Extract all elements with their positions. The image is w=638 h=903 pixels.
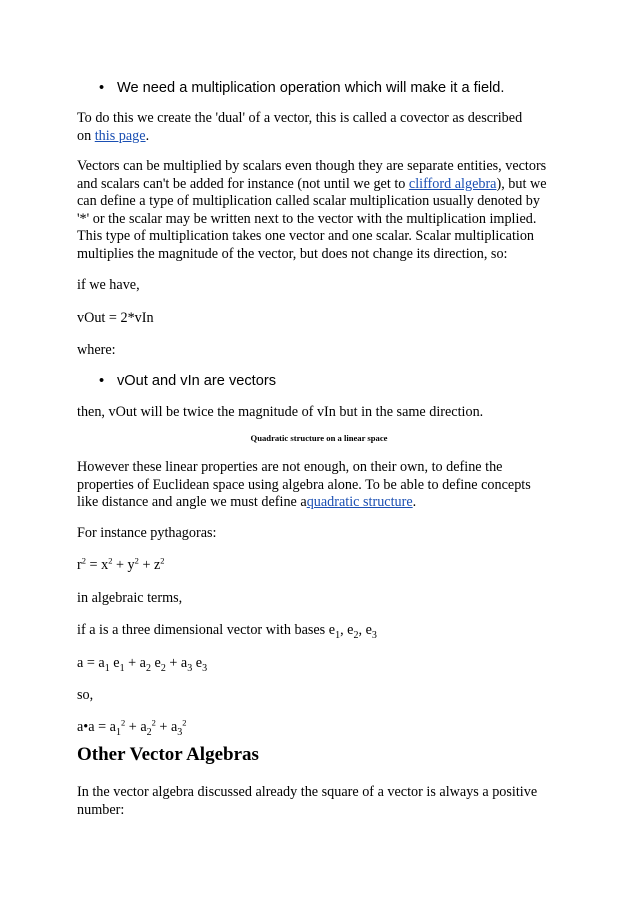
text-span: . xyxy=(145,127,150,144)
subscript: 2 xyxy=(146,726,152,738)
this-page-link[interactable]: this page xyxy=(94,127,146,144)
math-text: e xyxy=(150,655,161,671)
subscript: 2 xyxy=(353,629,359,641)
bullet-icon: • xyxy=(99,80,105,96)
text-line: Vectors can be multiplied by scalars even though they are separate entities, vectors xyxy=(77,158,547,174)
paragraph-so: so, xyxy=(77,687,94,703)
text-span: ), but we xyxy=(496,175,547,192)
quadratic-structure-link[interactable]: quadratic structure xyxy=(306,494,413,511)
section-subheading: Quadratic structure on a linear space xyxy=(250,433,388,443)
paragraph-covector xyxy=(77,110,567,145)
paragraph-pythagoras: For instance pythagoras: xyxy=(77,525,217,541)
bullet-text: We need a multiplication operation which will make it a field. xyxy=(117,80,505,96)
subscript: 1 xyxy=(115,726,121,738)
math-text: + a xyxy=(125,719,147,735)
math-text: e xyxy=(192,655,203,671)
subscript: 3 xyxy=(371,629,377,641)
text-line: can define a type of multiplication called scalar multiplication usually denoted by xyxy=(77,193,540,210)
math-text: a•a = a xyxy=(77,719,116,735)
text-line: However these linear properties are not enough, on their own, to define the xyxy=(77,459,503,475)
math-text: = x xyxy=(85,557,109,573)
subscript: 2 xyxy=(160,662,166,674)
subscript: 3 xyxy=(202,662,208,674)
text-span: , e xyxy=(340,622,354,638)
text-span: on xyxy=(77,127,95,144)
bullet-text: vOut and vIn are vectors xyxy=(117,373,276,389)
superscript: 2 xyxy=(108,555,113,566)
text-line: number: xyxy=(77,801,125,818)
text-span: if a is a three dimensional vector with bases e xyxy=(77,622,336,638)
text-span: and scalars can't be added for instance (not until we get to xyxy=(77,175,409,192)
paragraph-quadratic-structure xyxy=(77,459,567,512)
paragraph-then: then, vOut will be twice the magnitude of vIn but in the same direction. xyxy=(77,404,484,420)
text-line xyxy=(77,176,567,194)
text-line: '*' or the scalar may be written next to the vector with the multiplication implied. xyxy=(77,210,537,227)
math-text: + z xyxy=(138,557,161,573)
equation-pythagoras xyxy=(77,557,567,575)
text-line xyxy=(77,494,567,512)
paragraph-bases xyxy=(77,622,567,640)
equation-vout: vOut = 2*vIn xyxy=(77,310,154,326)
math-text: + a xyxy=(165,655,188,671)
paragraph-scalar-multiplication xyxy=(77,158,567,264)
paragraph-algebraic-terms: in algebraic terms, xyxy=(77,590,183,606)
section-heading: Other Vector Algebras xyxy=(77,744,259,765)
superscript: 2 xyxy=(120,717,126,728)
math-text: r xyxy=(77,557,82,573)
superscript: 2 xyxy=(81,555,86,566)
text-line: In the vector algebra discussed already the square of a vector is always a positive xyxy=(77,784,538,800)
superscript: 2 xyxy=(160,555,165,566)
superscript: 2 xyxy=(182,717,187,728)
text-span: like distance and angle we must define a xyxy=(77,494,307,511)
text-span: , e xyxy=(358,622,372,638)
math-text: a = a xyxy=(77,655,105,671)
paragraph-if-we-have: if we have, xyxy=(77,277,140,293)
superscript: 2 xyxy=(134,555,139,566)
subscript: 1 xyxy=(119,662,125,674)
text-line: To do this we create the 'dual' of a vector, this is called a covector as described xyxy=(77,110,523,126)
equation-vector-expansion xyxy=(77,655,567,673)
bullet-list-item xyxy=(99,372,276,390)
superscript: 2 xyxy=(151,717,156,728)
subscript: 1 xyxy=(335,629,341,641)
math-text: + a xyxy=(124,655,146,671)
text-line: This type of multiplication takes one vector and one scalar. Scalar multiplication xyxy=(77,228,535,245)
subscript: 2 xyxy=(145,662,151,674)
paragraph-where: where: xyxy=(77,342,116,358)
bullet-icon: • xyxy=(99,373,105,389)
text-line: multiplies the magnitude of the vector, but does not change its direction, so: xyxy=(77,245,508,262)
text-line xyxy=(77,128,567,146)
text-span: . xyxy=(412,494,417,511)
subscript: 3 xyxy=(177,726,183,738)
clifford-algebra-link[interactable]: clifford algebra xyxy=(408,175,497,192)
equation-dot-product xyxy=(77,719,567,737)
bullet-list-item xyxy=(99,79,504,97)
paragraph-other-algebras xyxy=(77,784,567,819)
math-text: + a xyxy=(155,719,178,735)
text-line: properties of Euclidean space using algebra alone. To be able to define concepts xyxy=(77,476,531,493)
subscript: 1 xyxy=(104,662,110,674)
subscript: 3 xyxy=(187,662,193,674)
math-text: + y xyxy=(112,557,135,573)
math-text: e xyxy=(109,655,120,671)
